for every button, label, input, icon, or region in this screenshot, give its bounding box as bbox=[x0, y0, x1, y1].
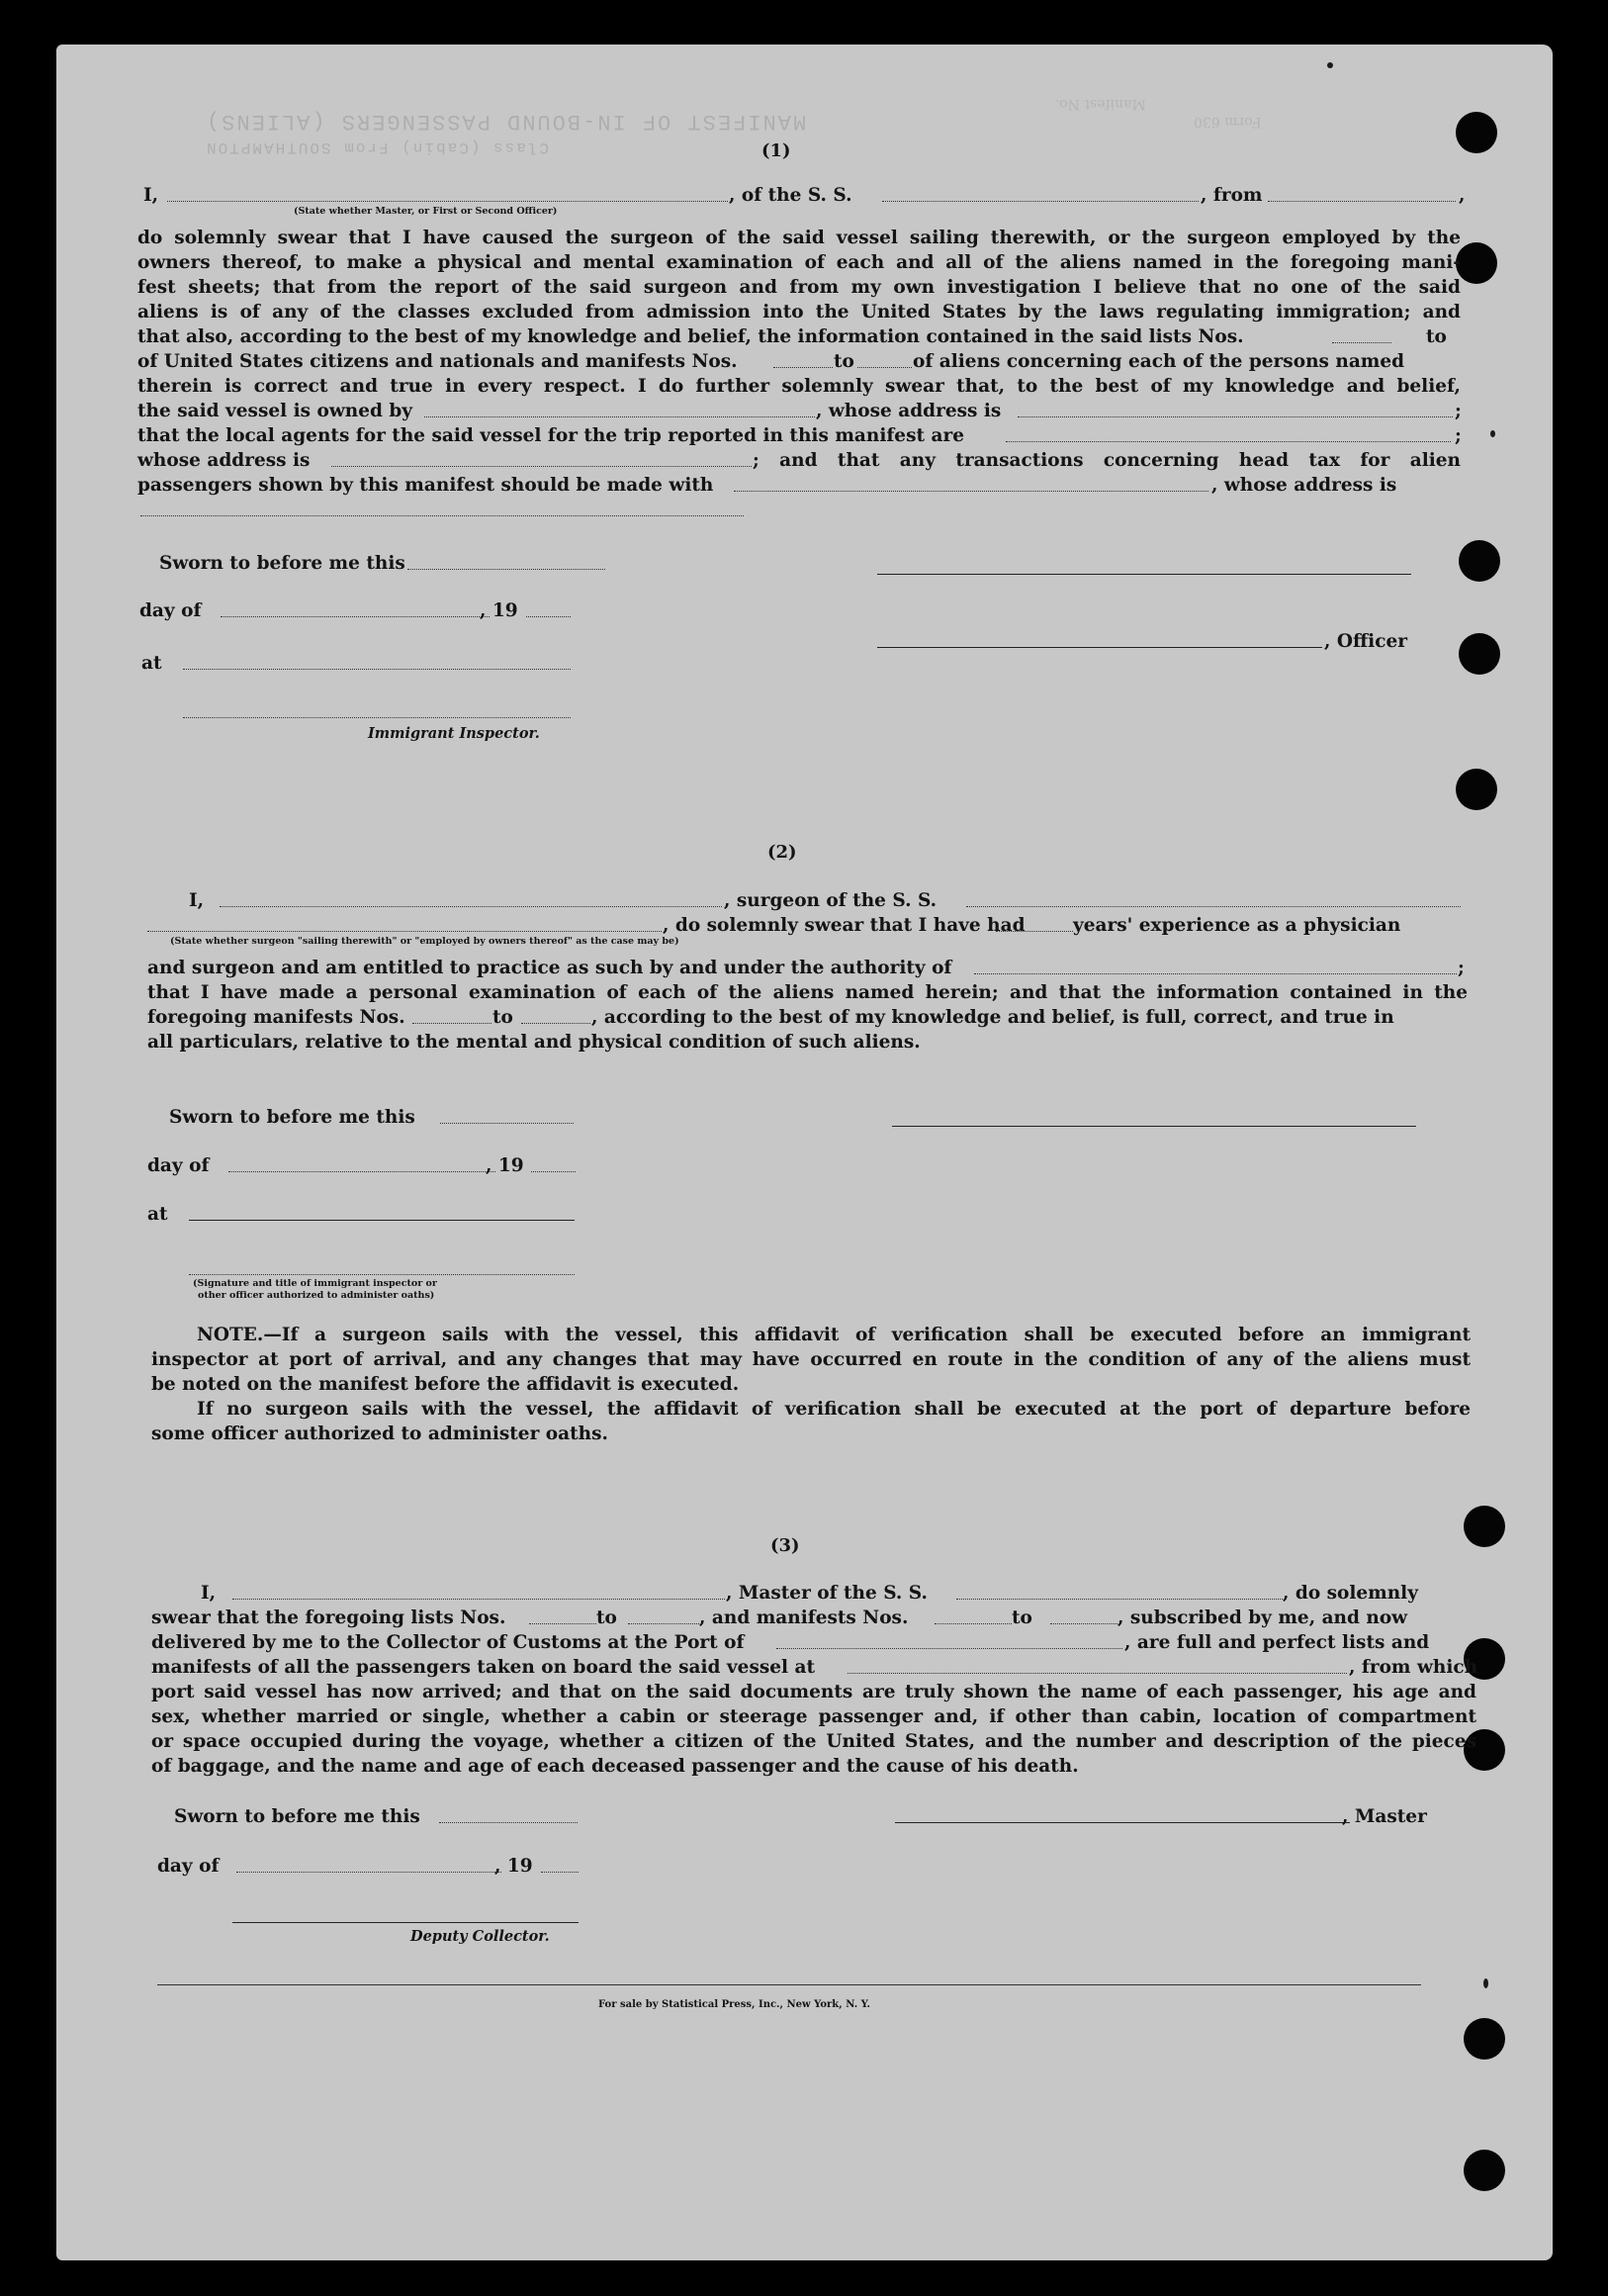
s1-line6-a: that also, according to the best of my knowledge and belief, the information contained in the said lists Nos. bbox=[137, 326, 1244, 347]
s2-manifests-from-field[interactable] bbox=[412, 1023, 491, 1024]
s2-manifests-to-field[interactable] bbox=[521, 1023, 590, 1024]
s1-line1-b: , of the S. S. bbox=[729, 185, 852, 206]
s1-line1-a: I, bbox=[143, 185, 159, 206]
s3-master-name-field[interactable] bbox=[232, 1599, 725, 1600]
s2-line5-b: to bbox=[492, 1007, 513, 1028]
note-line-3: be noted on the manifest before the affidavit is executed. bbox=[151, 1374, 740, 1395]
s2-sworn-day-field[interactable] bbox=[440, 1123, 574, 1124]
s2-line3-a: and surgeon and am entitled to practice as such by and under the authority of bbox=[147, 958, 952, 978]
note-line-1 bbox=[197, 1323, 1471, 1347]
immigrant-inspector-caption: Immigrant Inspector. bbox=[368, 725, 540, 742]
s1-line5: aliens is of any of the classes excluded from admission into the United States by the laws regulating immigration; and bbox=[137, 302, 1461, 322]
s1-sworn-day-field[interactable] bbox=[407, 569, 605, 570]
s1-line7-a: of United States citizens and nationals and manifests Nos. bbox=[137, 351, 738, 372]
bleed-through-subheader: Class (Cabin) From SOUTHAMPTON bbox=[205, 138, 550, 156]
s3-line2-c: , and manifests Nos. bbox=[699, 1607, 909, 1628]
s1-day-of-label: day of bbox=[139, 600, 202, 621]
s3-vessel-name-field[interactable] bbox=[956, 1599, 1283, 1600]
speck-icon bbox=[1483, 1978, 1488, 1988]
years-experience-field[interactable] bbox=[996, 931, 1073, 932]
s3-sworn-label: Sworn to before me this bbox=[174, 1806, 420, 1827]
s3-line8: of baggage, and the name and age of each deceased passenger and the cause of his death. bbox=[151, 1756, 1079, 1777]
s3-line4-b: , from which bbox=[1349, 1657, 1478, 1678]
s1-line3: owners thereof, to make a physical and mental examination of each and all of the aliens named in the foregoing mani- bbox=[137, 252, 1461, 273]
s2-year-label: , 19 bbox=[486, 1155, 524, 1176]
from-port-field[interactable] bbox=[1268, 201, 1456, 202]
s1-line9-a: the said vessel is owned by bbox=[137, 401, 413, 421]
s1-line10-a: that the local agents for the said vessel for the trip reported in this manifest are bbox=[137, 425, 964, 446]
s3-line6: sex, whether married or single, whether a cabin or steerage passenger and, if other than cabin, location of compartment bbox=[151, 1706, 1476, 1727]
s1-line8: therein is correct and true in every respect. I do further solemnly swear that, to the best of my knowledge and belief, bbox=[137, 376, 1461, 397]
s1-year-label: , 19 bbox=[480, 600, 518, 621]
s2-at-field[interactable] bbox=[189, 1220, 575, 1221]
authority-field[interactable] bbox=[974, 973, 1457, 974]
s3-year-field[interactable] bbox=[541, 1872, 579, 1873]
section-3-heading: (3) bbox=[770, 1535, 800, 1556]
note-line-2: inspector at port of arrival, and any changes that may have occurred en route in the condition of any of the aliens must bbox=[151, 1349, 1471, 1370]
port-field[interactable] bbox=[776, 1648, 1122, 1649]
s2-month-field[interactable] bbox=[228, 1171, 495, 1172]
s1-line7-c: of aliens concerning each of the persons named bbox=[913, 351, 1405, 372]
s1-line11-b: ; and that any transactions concerning head tax for alien bbox=[753, 450, 1461, 471]
s3-line4-a: manifests of all the passengers taken on board the said vessel at bbox=[151, 1657, 816, 1678]
owner-field[interactable] bbox=[424, 416, 815, 417]
speck-icon bbox=[1490, 430, 1495, 437]
binder-hole-icon bbox=[1459, 633, 1500, 675]
deputy-collector-caption: Deputy Collector. bbox=[410, 1928, 550, 1945]
s1-line9-b: , whose address is bbox=[816, 401, 1002, 421]
inspector-signature-line[interactable] bbox=[189, 1274, 575, 1275]
s1-at-field[interactable] bbox=[183, 669, 571, 670]
s3-line3-b: , are full and perfect lists and bbox=[1124, 1632, 1430, 1653]
s2-line2-c: years' experience as a physician bbox=[1073, 915, 1401, 936]
s2-at-label: at bbox=[147, 1204, 168, 1225]
s1-line12-a: passengers shown by this manifest should be made with bbox=[137, 475, 714, 496]
surgeon-hint: (State whether surgeon "sailing therewith" or "employed by owners thereof" as the case may be) bbox=[170, 936, 679, 947]
deputy-collector-signature[interactable] bbox=[232, 1922, 579, 1923]
head-tax-address-field[interactable] bbox=[140, 515, 744, 516]
s1-at-label: at bbox=[141, 653, 162, 674]
section-1-heading: (1) bbox=[761, 140, 791, 161]
manifest-page bbox=[56, 45, 1553, 2260]
binder-hole-icon bbox=[1464, 2018, 1505, 2060]
footer-rule bbox=[157, 1984, 1421, 1985]
binder-hole-icon bbox=[1464, 1506, 1505, 1547]
s2-sig-caption-2: other officer authorized to administer oaths) bbox=[198, 1290, 435, 1301]
s1-line1-c: , from bbox=[1201, 185, 1263, 206]
s1-line2: do solemnly swear that I have caused the surgeon of the said vessel sailing therewith, or the surgeon employed by the bbox=[137, 228, 1461, 248]
s1-year-field[interactable] bbox=[526, 616, 571, 617]
s3-sworn-day-field[interactable] bbox=[439, 1822, 578, 1823]
s2-line1-a: I, bbox=[189, 890, 205, 911]
s3-lists-to-field[interactable] bbox=[628, 1623, 699, 1624]
s3-line5: port said vessel has now arrived; and that on the said documents are truly shown the name of each passenger, his age and bbox=[151, 1682, 1476, 1702]
s2-line6: all particulars, relative to the mental and physical condition of such aliens. bbox=[147, 1032, 921, 1053]
s3-line7: or space occupied during the voyage, whether a citizen of the United States, and the number and description of the pieces bbox=[151, 1731, 1476, 1752]
s1-line7-b: to bbox=[834, 351, 854, 372]
s2-year-field[interactable] bbox=[531, 1171, 576, 1172]
bleed-through-manifest-no: Manifest No. bbox=[1055, 96, 1146, 112]
binder-hole-icon bbox=[1464, 2150, 1505, 2191]
officer-label: , Officer bbox=[1324, 631, 1407, 652]
master-label: , Master bbox=[1342, 1806, 1427, 1827]
s1-line4: fest sheets; that from the report of the said surgeon and from my own investigation I believe that no one of the said bbox=[137, 277, 1461, 298]
bleed-through-form-no: Form 630 bbox=[1194, 114, 1262, 130]
s2-line2-b: , do solemnly swear that I have had bbox=[663, 915, 1026, 936]
s2-line1-b: , surgeon of the S. S. bbox=[724, 890, 938, 911]
head-tax-agent-field[interactable] bbox=[734, 491, 1208, 492]
s1-line6-b: to bbox=[1426, 326, 1447, 347]
agents-address-field[interactable] bbox=[331, 466, 752, 467]
s1-line1-d: , bbox=[1459, 185, 1466, 206]
section-2-heading: (2) bbox=[767, 842, 797, 863]
s3-line1-c: , do solemnly bbox=[1283, 1583, 1418, 1604]
s1-line11-a: whose address is bbox=[137, 450, 311, 471]
bleed-through-header: MANIFEST OF IN-BOUND PASSENGERS (ALIENS) bbox=[205, 109, 807, 134]
s2-sworn-label: Sworn to before me this bbox=[169, 1107, 415, 1128]
s1-line9-c: ; bbox=[1455, 401, 1462, 421]
s3-line2-d: to bbox=[1012, 1607, 1032, 1628]
binder-hole-icon bbox=[1456, 242, 1497, 284]
s2-sig-caption-1: (Signature and title of immigrant inspector or bbox=[193, 1278, 437, 1289]
printer-credit: For sale by Statistical Press, Inc., New York, N. Y. bbox=[598, 1999, 870, 2010]
note-line-4: If no surgeon sails with the vessel, the affidavit of verification shall be executed at the port of departure before bbox=[197, 1399, 1471, 1420]
manifests-from-field[interactable] bbox=[773, 367, 833, 368]
s3-manifests-to-field[interactable] bbox=[1050, 1623, 1117, 1624]
officer-signature-line-2[interactable] bbox=[877, 647, 1322, 648]
vessel-name-field[interactable] bbox=[882, 201, 1199, 202]
s3-line3-a: delivered by me to the Collector of Customs at the Port of bbox=[151, 1632, 745, 1653]
s2-line4: that I have made a personal examination of each of the aliens named herein; and that the information contained in the bbox=[147, 982, 1468, 1003]
s3-lists-from-field[interactable] bbox=[529, 1623, 596, 1624]
s2-day-of-label: day of bbox=[147, 1155, 210, 1176]
s3-month-field[interactable] bbox=[236, 1872, 501, 1873]
speck-icon bbox=[1327, 62, 1333, 68]
s1-line10-b: ; bbox=[1455, 425, 1462, 446]
lists-from-field[interactable] bbox=[1332, 342, 1391, 343]
s2-line3-b: ; bbox=[1458, 958, 1465, 978]
officer-signature-line-1[interactable] bbox=[877, 574, 1411, 575]
s1-line12-b: , whose address is bbox=[1211, 475, 1397, 496]
s3-line2-a: swear that the foregoing lists Nos. bbox=[151, 1607, 506, 1628]
s2-line5-a: foregoing manifests Nos. bbox=[147, 1007, 405, 1028]
local-agents-field[interactable] bbox=[1006, 441, 1451, 442]
master-hint: (State whether Master, or First or Second Officer) bbox=[294, 206, 558, 217]
immigrant-inspector-signature[interactable] bbox=[183, 717, 571, 718]
s1-sworn-label: Sworn to before me this bbox=[159, 553, 405, 574]
binder-hole-icon bbox=[1459, 540, 1500, 582]
manifests-to-field[interactable] bbox=[857, 367, 912, 368]
owner-address-field[interactable] bbox=[1018, 416, 1453, 417]
s2-vessel-name-field[interactable] bbox=[966, 906, 1461, 907]
master-signature-line[interactable] bbox=[895, 1822, 1350, 1823]
binder-hole-icon bbox=[1456, 112, 1497, 153]
s2-line5-c: , according to the best of my knowledge and belief, is full, correct, and true in bbox=[591, 1007, 1394, 1028]
s3-line1-a: I, bbox=[201, 1583, 217, 1604]
binder-hole-icon bbox=[1456, 769, 1497, 810]
note-line-5: some officer authorized to administer oaths. bbox=[151, 1424, 608, 1444]
s1-month-field[interactable] bbox=[221, 616, 490, 617]
surgeon-name-field[interactable] bbox=[220, 906, 722, 907]
s3-year-label: , 19 bbox=[494, 1856, 533, 1877]
note-label: NOTE. bbox=[197, 1325, 264, 1345]
s3-line1-b: , Master of the S. S. bbox=[726, 1583, 928, 1604]
surgeon-status-field[interactable] bbox=[147, 931, 662, 932]
boarding-port-field[interactable] bbox=[848, 1673, 1347, 1674]
surgeon-signature-line[interactable] bbox=[892, 1126, 1416, 1127]
s3-line2-e: , subscribed by me, and now bbox=[1117, 1607, 1408, 1628]
s3-manifests-from-field[interactable] bbox=[935, 1623, 1012, 1624]
note-line-1-text: —If a surgeon sails with the vessel, this affidavit of verification shall be executed before an immigrant bbox=[263, 1325, 1471, 1345]
s3-day-of-label: day of bbox=[157, 1856, 220, 1877]
s3-line2-b: to bbox=[596, 1607, 617, 1628]
master-name-field[interactable] bbox=[167, 201, 728, 202]
